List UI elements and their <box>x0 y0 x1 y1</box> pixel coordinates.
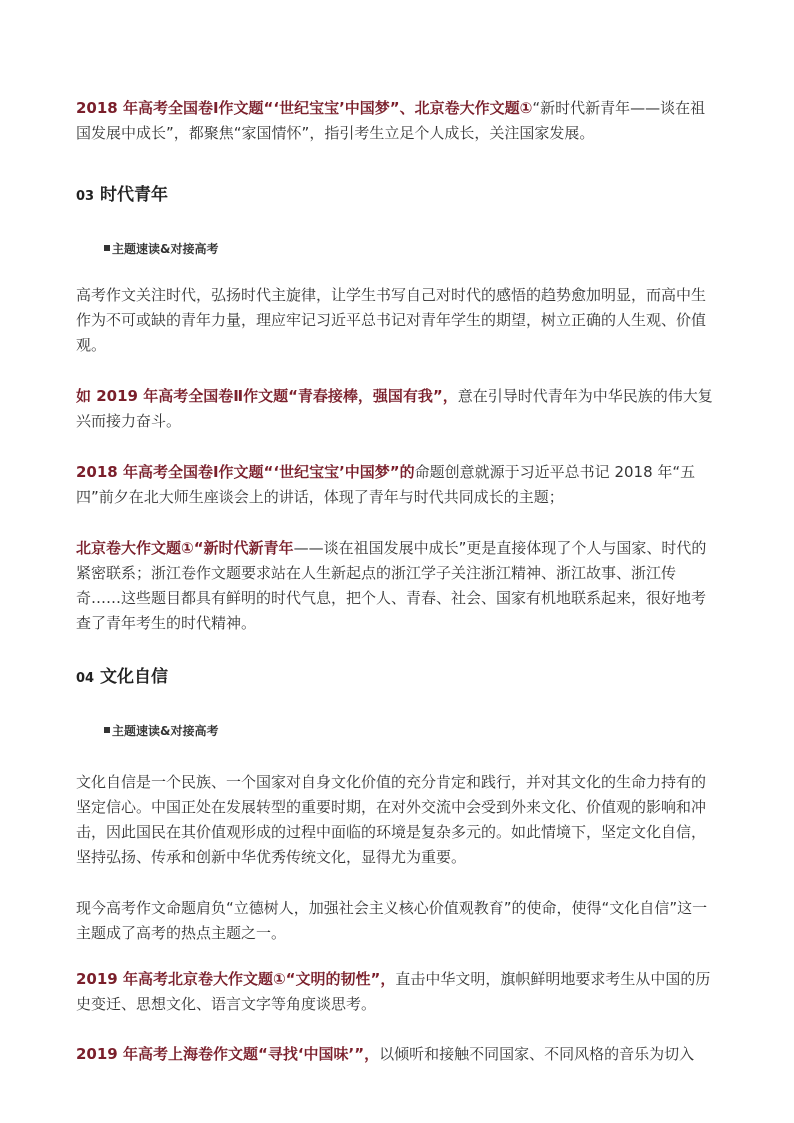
square-bullet-icon <box>104 727 110 733</box>
section-number: 03 <box>76 189 95 204</box>
paragraph: 文化自信是一个民族、一个国家对自身文化价值的充分肯定和践行，并对其文化的生命力持有的坚定信心。中国正处在发展转型的重要时期，在对外交流中会受到外来文化、价值观的影响和冲击，因此国民在其价值观形成的过程中面临的环境是复杂多元的。如此情境下，坚定文化自信，坚持弘扬、传承和创新中华优秀传统文化，显得尤为重要。 <box>76 773 707 866</box>
section-number: 04 <box>76 671 95 686</box>
paragraph: 2019 年高考北京卷大作文题①“文明的韧性”，直击中华文明，旗帜鲜明地要求考生从中国的历史变迁、思想文化、语言文字等角度谈思考。 <box>76 970 711 1013</box>
highlight-text: 2018 年高考全国卷Ⅰ作文题“‘世纪宝宝’中国梦”、北京卷大作文题① <box>76 99 533 117</box>
section-title: 时代青年 <box>100 185 169 205</box>
paragraph: 北京卷大作文题①“新时代新青年——谈在祖国发展中成长”更是直接体现了个人与国家、时代的紧密联系；浙江卷作文题要求站在人生新起点的浙江学子关注浙江精神、浙江故事、浙江传奇……这些题目都具有鲜明的时代气息，把个人、青春、社会、国家有机地联系起来，很好地考查了青年考生的时代精神。 <box>76 539 707 632</box>
body-text: “新时代新青年——谈在祖国发展中成长”，都聚焦“家国情怀”，指引考生立足个人成长，关注国家发展。 <box>76 99 706 142</box>
paragraph: 现今高考作文命题肩负“立德树人，加强社会主义核心价值观教育”的使命，使得“文化自信”这一主题成了高考的热点主题之一。 <box>76 899 708 942</box>
section-subheading: 主题速读&对接高考 <box>76 722 720 740</box>
intro-paragraph <box>76 96 720 146</box>
section-subheading: 主题速读&对接高考 <box>76 240 720 258</box>
paragraph: 2019 年高考上海卷作文题“寻找‘中国味’”，以倾听和接触不同国家、不同风格的音乐为切入 <box>76 1045 695 1063</box>
section-title: 文化自信 <box>100 667 169 687</box>
paragraph: 2018 年高考全国卷Ⅰ作文题“‘世纪宝宝’中国梦”的命题创意就源于习近平总书记 2018 年“五四”前夕在北大师生座谈会上的讲话，体现了青年与时代共同成长的主题； <box>76 463 696 506</box>
document-page <box>76 96 720 1067</box>
section-heading-04 <box>76 665 720 691</box>
paragraph: 如 2019 年高考全国卷Ⅱ作文题“青春接棒，强国有我”，意在引导时代青年为中华民族的伟大复兴而接力奋斗。 <box>76 387 713 430</box>
paragraph: 高考作文关注时代，弘扬时代主旋律，让学生书写自己对时代的感悟的趋势愈加明显，而高中生作为不可或缺的青年力量，理应牢记习近平总书记对青年学生的期望，树立正确的人生观、价值观。 <box>76 286 707 354</box>
section-heading-03 <box>76 183 720 209</box>
square-bullet-icon <box>104 245 110 251</box>
